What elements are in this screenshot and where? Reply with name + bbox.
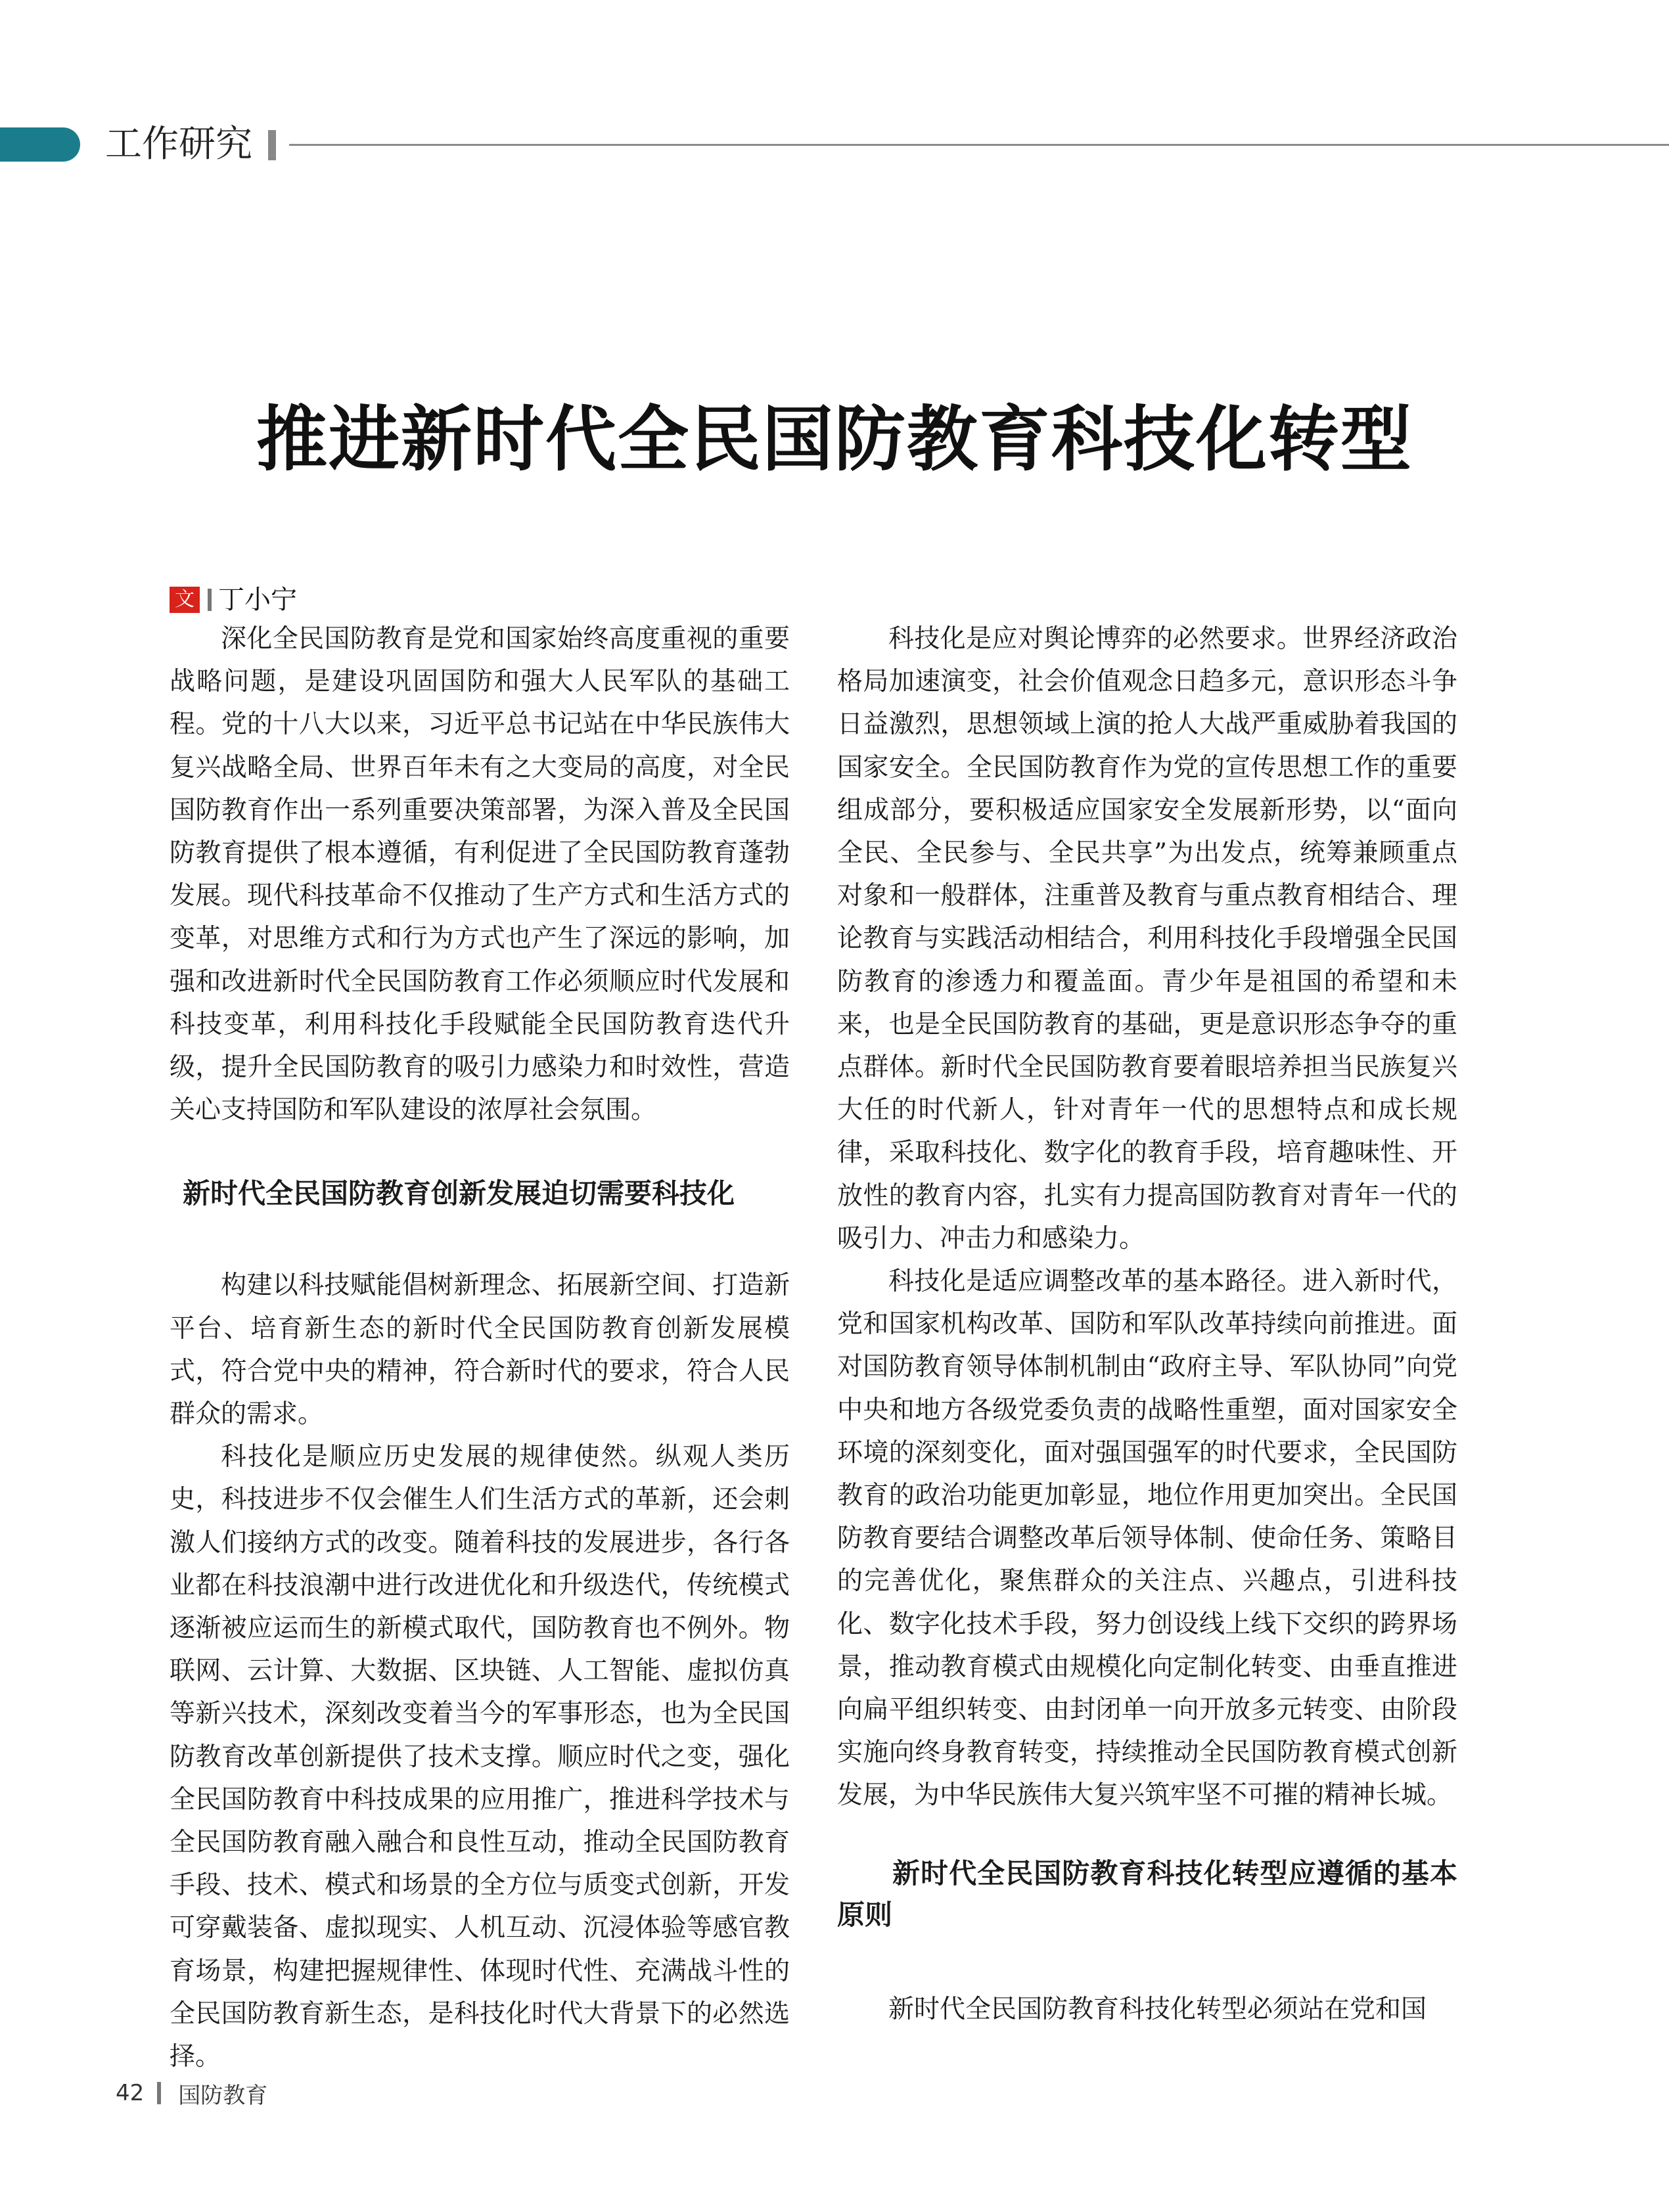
section-divider — [268, 130, 276, 160]
paragraph: 科技化是应对舆论博弈的必然要求。世界经济政治格局加速演变，社会价值观念日趋多元，意识形态斗争日益激烈，思想领域上演的抢人大战严重威胁着我国的国家安全。全民国防教育作为党的宣传思想工作的重要组成部分，要积极适应国家安全发展新形势，以“面向全民、全民参与、全民共享”为出发点，统筹兼顾重点对象和一般群体，注重普及教育与重点教育相结合、理论教育与实践活动相结合，利用科技化手段增强全民国防教育的渗透力和覆盖面。青少年是祖国的希望和未来，也是全民国防教育的基础，更是意识形态争夺的重点群体。新时代全民国防教育要着眼培养担当民族复兴大任的时代新人，针对青年一代的思想特点和成长规律，采取科技化、数字化的教育手段，培育趣味性、开放性的教育内容，扎实有力提高国防教育对青年一代的吸引力、冲击力和感染力。 — [837, 624, 1457, 1253]
paragraph: 科技化是顺应历史发展的规律使然。纵观人类历史，科技进步不仅会催生人们生活方式的革新，还会刺激人们接纳方式的改变。随着科技的发展进步，各行各业都在科技浪潮中进行改进优化和升级迭代，传统模式逐渐被应运而生的新模式取代，国防教育也不例外。物联网、云计算、大数据、区块链、人工智能、虚拟仿真等新兴技术，深刻改变着当今的军事形态，也为全民国防教育改革创新提供了技术支撑。顺应时代之变，强化全民国防教育中科技成果的应用推广，推进科学技术与全民国防教育融入融合和良性互动，推动全民国防教育手段、技术、模式和场景的全方位与质变式创新，开发可穿戴装备、虚拟现实、人机互动、沉浸体验等感官教育场景，构建把握规律性、体现时代性、充满战斗性的全民国防教育新生态，是科技化时代大背景下的必然选择。 — [170, 1442, 790, 2072]
byline — [170, 583, 297, 616]
section-heading: 新时代全民国防教育科技化转型应遵循的基本原则 — [837, 1857, 1457, 1931]
section-heading: 新时代全民国防教育创新发展迫切需要科技化 — [183, 1177, 735, 1210]
byline-divider — [208, 589, 212, 611]
header-rule — [289, 144, 1669, 146]
header-accent-tab — [0, 127, 80, 162]
author-name: 丁小宁 — [218, 585, 297, 615]
left-column — [170, 618, 790, 2078]
page-number: 42 — [116, 2080, 145, 2106]
page-footer — [116, 2073, 267, 2113]
byline-marker: 文 — [170, 587, 200, 613]
footer-divider — [157, 2082, 161, 2104]
paragraph: 深化全民国防教育是党和国家始终高度重视的重要战略问题，是建设巩固国防和强大人民军队的基础工程。党的十八大以来，习近平总书记站在中华民族伟大复兴战略全局、世界百年未有之大变局的高度，对全民国防教育作出一系列重要决策部署，为深入普及全民国防教育提供了根本遵循，有利促进了全民国防教育蓬勃发展。现代科技革命不仅推动了生产方式和生活方式的变革，对思维方式和行为方式也产生了深远的影响，加强和改进新时代全民国防教育工作必须顺应时代发展和科技变革，利用科技化手段赋能全民国防教育迭代升级，提升全民国防教育的吸引力感染力和时效性，营造关心支持国防和军队建设的浓厚社会氛围。 — [170, 624, 790, 1125]
article-title: 推进新时代全民国防教育科技化转型 — [256, 399, 1413, 481]
paragraph: 科技化是适应调整改革的基本路径。进入新时代，党和国家机构改革、国防和军队改革持续向前推进。面对国防教育领导体制机制由“政府主导、军队协同”向党中央和地方各级党委负责的战略性重塑，面对国家安全环境的深刻变化，面对强国强军的时代要求，全民国防教育的政治功能更加彰显，地位作用更加突出。全民国防教育要结合调整改革后领导体制、使命任务、策略目的完善优化，聚焦群众的关注点、兴趣点，引进科技化、数字化技术手段，努力创设线上线下交织的跨界场景，推动教育模式由规模化向定制化转变、由垂直推进向扁平组织转变、由封闭单一向开放多元转变、由阶段实施向终身教育转变，持续推动全民国防教育模式创新发展，为中华民族伟大复兴筑牢坚不可摧的精神长城。 — [837, 1267, 1457, 1811]
paragraph: 新时代全民国防教育科技化转型必须站在党和国 — [888, 1994, 1427, 2024]
magazine-name: 国防教育 — [178, 2082, 268, 2109]
right-column — [837, 618, 1457, 2031]
paragraph: 构建以科技赋能倡树新理念、拓展新空间、打造新平台、培育新生态的新时代全民国防教育创新发展模式，符合党中央的精神，符合新时代的要求，符合人民群众的需求。 — [170, 1271, 790, 1430]
section-label: 工作研究 — [105, 123, 252, 166]
